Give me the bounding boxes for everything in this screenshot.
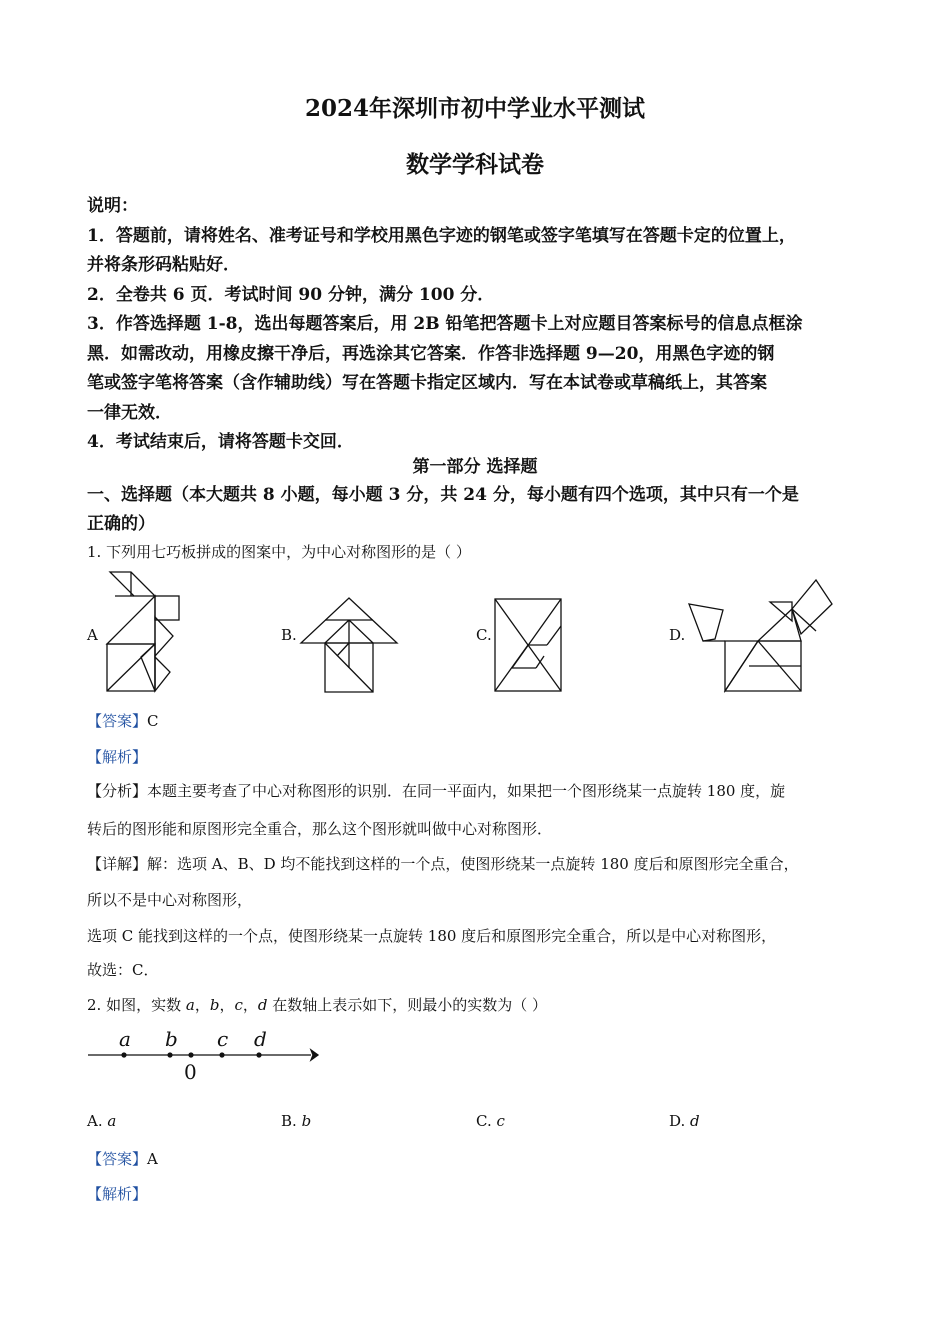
number-line-arrow (311, 1050, 318, 1060)
instruction-line: 黑．如需改动，用橡皮擦干净后，再选涂其它答案．作答非选择题 9—20，用黑色字迹的钢 (87, 343, 775, 364)
q1-detail-line4: 故选：C． (87, 961, 159, 979)
section-title: 第一部分 选择题 (412, 457, 538, 477)
q2-option-b-prefix: B. (281, 1112, 302, 1130)
q2-stem (87, 994, 547, 1015)
q1-figure-d (685, 576, 840, 696)
q1-detail-line1 (87, 853, 799, 874)
q2-option-c (476, 1112, 505, 1130)
part-heading-line: 正确的） (87, 514, 155, 534)
q1-detail-line3: 选项 C 能找到这样的一个点，使图形绕某一点旋转 180 度后和原图形完全重合，所以是中心对称图形， (87, 927, 777, 945)
instruction-line: 3．作答选择题 1-8，选出每题答案后，用 2B 铅笔把答题卡上对应题目答案标号的信息点框涂 (87, 314, 803, 334)
point-d (256, 1052, 261, 1057)
label-b: b (165, 1027, 178, 1051)
q2-sep: ， (219, 996, 235, 1014)
q2-var-a: a (185, 996, 195, 1014)
point-a (121, 1052, 126, 1057)
q2-analysis-tag: 【解析】 (87, 1185, 148, 1203)
q1-option-a-label: A (87, 626, 98, 644)
instruction-line: 1．答题前，请将姓名、准考证号和学校用黑色字迹的钢笔或签字笔填写在答题卡定的位置上， (87, 225, 796, 246)
part-heading (87, 481, 887, 539)
part-heading-line: 一、选择题（本大题共 8 小题，每小题 3 分，共 24 分，每小题有四个选项，其中只有一个是 (87, 485, 799, 505)
q2-option-b-var: b (301, 1112, 312, 1130)
q1-figure-a (100, 568, 190, 696)
instruction-line: 并将条形码粘贴好． (87, 255, 240, 275)
q1-fenxi-line2: 转后的图形能和原图形完全重合，那么这个图形就叫做中心对称图形． (87, 820, 553, 838)
instruction-line: 2．全卷共 6 页．考试时间 90 分钟，满分 100 分． (87, 284, 495, 305)
instruction-line: 4．考试结束后，请将答题卡交回． (87, 432, 354, 452)
q2-option-b (281, 1112, 311, 1130)
label-a: a (119, 1027, 131, 1051)
exam-subtitle: 数学学科试卷 (406, 151, 544, 178)
label-d: d (254, 1027, 267, 1051)
q2-option-d (669, 1112, 700, 1130)
point-b (167, 1052, 172, 1057)
q2-option-d-prefix: D. (669, 1112, 691, 1130)
answer-tag: 【答案】 (87, 712, 148, 730)
q1-option-c-label: C. (476, 626, 492, 644)
q2-var-d: d (257, 996, 268, 1014)
detail-tag: 【详解】 (87, 855, 148, 873)
q2-stem-suffix: 在数轴上表示如下，则最小的实数为（ ） (267, 996, 548, 1014)
q2-stem-prefix: 2. 如图，实数 (87, 996, 186, 1014)
q1-answer-line (87, 710, 159, 731)
q2-option-d-var: d (690, 1112, 700, 1130)
instruction-line: 笔或签字笔将答案（含作辅助线）写在答题卡指定区域内．写在本试卷或草稿纸上，其答案 (87, 373, 767, 393)
number-line (85, 1024, 320, 1086)
q2-answer: A (147, 1150, 158, 1168)
detail-text: 解：选项 A、B、D 均不能找到这样的一个点，使图形绕某一点旋转 180 度后和原图形完全重合， (147, 855, 799, 873)
fenxi-text: 本题主要考查了中心对称图形的识别．在同一平面内，如果把一个图形绕某一点旋转 180 度，旋 (147, 782, 786, 800)
label-zero: 0 (184, 1060, 197, 1084)
q1-analysis-tag: 【解析】 (87, 748, 148, 766)
q2-option-a (87, 1112, 116, 1130)
q1-fenxi-line1 (87, 780, 785, 801)
q1-figure-c (492, 596, 564, 694)
q2-var-b: b (209, 996, 220, 1014)
exam-title: 2024年深圳市初中学业水平测试 (304, 95, 645, 122)
q1-answer: C (147, 712, 159, 730)
instructions-heading: 说明： (87, 196, 138, 216)
q2-sep: ， (242, 996, 258, 1014)
fenxi-tag: 【分析】 (87, 782, 148, 800)
point-c (219, 1052, 224, 1057)
label-c: c (217, 1027, 229, 1051)
q1-detail-line2: 所以不是中心对称图形， (87, 891, 253, 909)
q2-answer-line (87, 1148, 158, 1169)
q2-option-a-var: a (107, 1112, 117, 1130)
q1-option-b-label: B. (281, 626, 297, 644)
q2-var-c: c (234, 996, 243, 1014)
q1-figure-b (297, 594, 401, 696)
point-zero (188, 1052, 193, 1057)
instruction-line: 一律无效． (87, 402, 172, 423)
q1-option-d-label: D. (669, 626, 686, 644)
q1-stem: 1. 下列用七巧板拼成的图案中，为中心对称图形的是（ ） (87, 543, 471, 561)
answer-tag: 【答案】 (87, 1150, 148, 1168)
q2-sep: ， (194, 996, 210, 1014)
q2-option-c-var: c (496, 1112, 505, 1130)
instructions (87, 192, 887, 458)
q2-option-c-prefix: C. (476, 1112, 497, 1130)
q2-option-a-prefix: A. (87, 1112, 108, 1130)
